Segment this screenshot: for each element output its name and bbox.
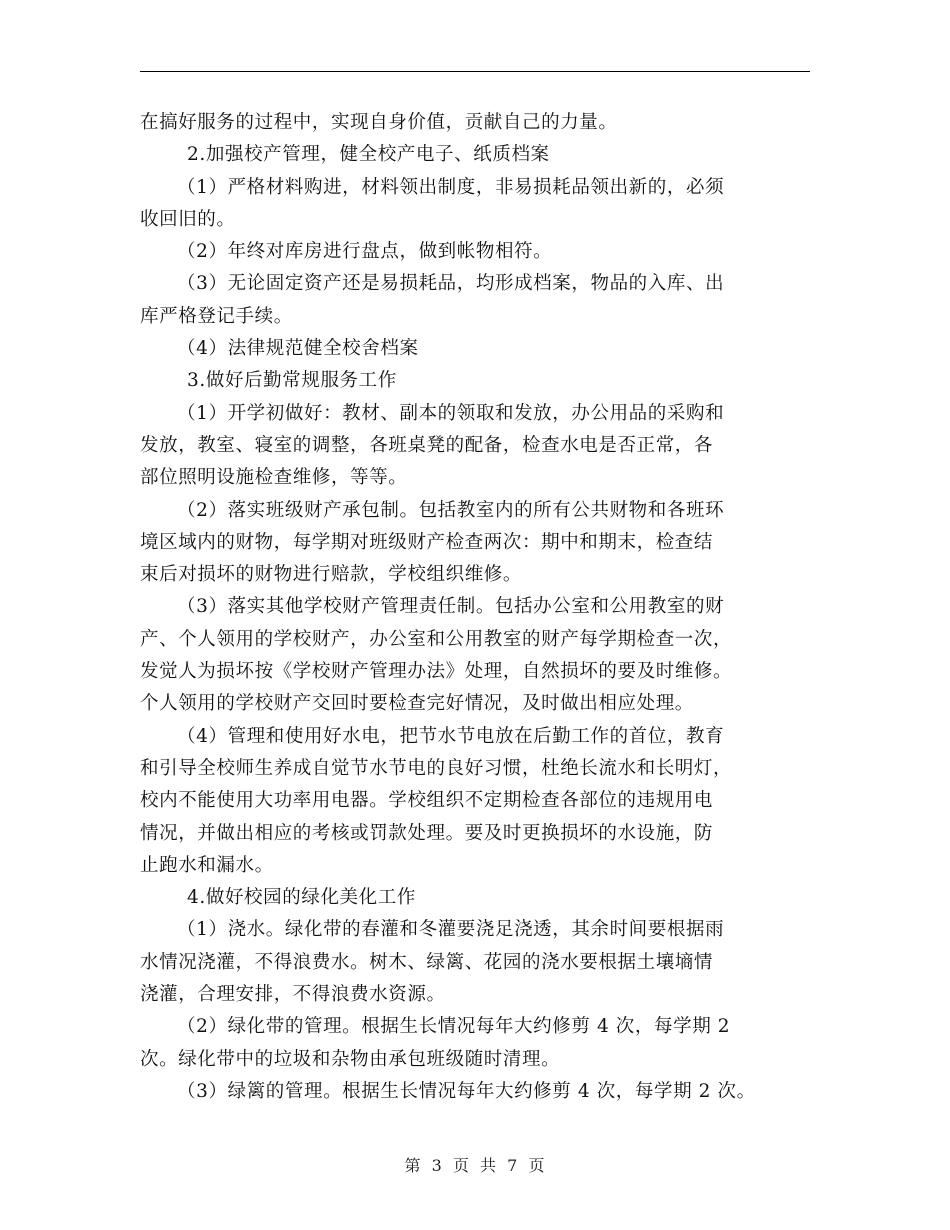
header-rule <box>140 71 810 72</box>
paragraph-line: 收回旧的。 <box>140 208 236 230</box>
document-body <box>140 107 812 1108</box>
footer-label-page: 页 <box>452 1156 470 1175</box>
footer-label-suffix: 页 <box>528 1156 546 1175</box>
paragraph-line: 次。绿化带中的垃圾和杂物由承包班级随时清理。 <box>140 1048 561 1070</box>
footer-label-total: 共 <box>480 1156 498 1175</box>
paragraph-line: （3）落实其他学校财产管理责任制。包括办公室和公用教室的财 <box>177 596 725 618</box>
paragraph-line: （2）落实班级财产承包制。包括教室内的所有公共财物和各班环 <box>177 499 725 521</box>
section-heading-2: 2.加强校产管理，健全校产电子、纸质档案 <box>187 144 550 166</box>
paragraph-line: 个人领用的学校财产交回时要检查完好情况，及时做出相应处理。 <box>140 693 694 715</box>
paragraph-line: 校内不能使用大功率用电器。学校组织不定期检查各部位的违规用电 <box>140 790 714 812</box>
footer-label-prefix: 第 <box>404 1156 422 1175</box>
paragraph-line: 部位照明设施检查维修，等等。 <box>140 467 408 489</box>
page-footer <box>0 1153 950 1176</box>
paragraph-line: （2）年终对库房进行盘点，做到帐物相符。 <box>177 241 553 263</box>
paragraph-line: （2）绿化带的管理。根据生长情况每年大约修剪 4 次，每学期 2 <box>177 1016 731 1038</box>
paragraph-line: 产、个人领用的学校财产，办公室和公用教室的财产每学期检查一次， <box>140 628 733 650</box>
paragraph-line: （1）浇水。绿化带的春灌和冬灌要浇足浇透，其余时间要根据雨 <box>177 919 725 941</box>
section-heading-3: 3.做好后勤常规服务工作 <box>187 370 397 392</box>
paragraph-line: （3）无论固定资产还是易损耗品，均形成档案，物品的入库、出 <box>177 273 725 295</box>
section-heading-4: 4.做好校园的绿化美化工作 <box>187 887 416 909</box>
paragraph-line: （4）法律规范健全校舍档案 <box>177 338 419 360</box>
paragraph-line: 发放，教室、寝室的调整，各班桌凳的配备，检查水电是否正常，各 <box>140 434 714 456</box>
paragraph-line: 在搞好服务的过程中，实现自身价值，贡献自己的力量。 <box>140 112 618 133</box>
paragraph-line: 库严格登记手续。 <box>140 305 293 327</box>
paragraph-line: （1）严格材料购进，材料领出制度，非易损耗品领出新的，必须 <box>177 176 725 198</box>
paragraph-line: 止跑水和漏水。 <box>140 854 274 876</box>
current-page-number: 3 <box>431 1156 443 1175</box>
paragraph-line: 发觉人为损坏按《学校财产管理办法》处理，自然损坏的要及时维修。 <box>140 661 733 683</box>
paragraph-line: 束后对损坏的财物进行赔款，学校组织维修。 <box>140 564 523 586</box>
paragraph-line: 境区域内的财物，每学期对班级财产检查两次：期中和期末，检查结 <box>140 531 714 553</box>
paragraph-line: （4）管理和使用好水电，把节水节电放在后勤工作的首位，教育 <box>177 725 725 747</box>
paragraph-line: 浇灌，合理安排，不得浪费水资源。 <box>140 984 446 1006</box>
paragraph-line: （1）开学初做好：教材、副本的领取和发放，办公用品的采购和 <box>177 402 725 424</box>
total-pages-number: 7 <box>507 1156 519 1175</box>
paragraph-line: 情况，并做出相应的考核或罚款处理。要及时更换损坏的水设施，防 <box>140 822 714 844</box>
paragraph-line: 水情况浇灌，不得浪费水。树木、绿篱、花园的浇水要根据土壤墒情 <box>140 951 714 973</box>
paragraph-line: （3）绿篱的管理。根据生长情况每年大约修剪 4 次，每学期 2 次。 <box>177 1080 756 1102</box>
paragraph-line: 和引导全校师生养成自觉节水节电的良好习惯，杜绝长流水和长明灯， <box>140 757 733 779</box>
